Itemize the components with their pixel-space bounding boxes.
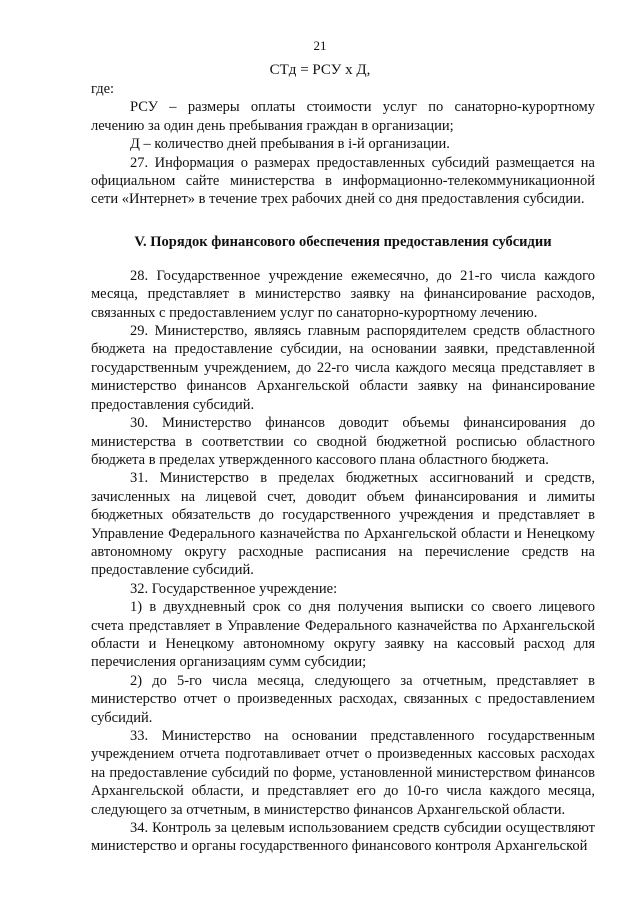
section-heading: V. Порядок финансового обеспечения предоставления субсидии	[134, 233, 552, 250]
paragraph-29: 29. Министерство, являясь главным распорядителем средств областного бюджета на предоставление субсидии, на основании заявки, представленной государственным учреждением, до 22-го числа каждого месяца представляет в министерство финансов Архангельской области заявку на финансирование предоставления субсидий.	[91, 323, 595, 413]
definition-d: Д – количество дней пребывания в i-й организации.	[130, 136, 450, 153]
document-body	[91, 80, 595, 856]
formula: СТд = РСУ х Д,	[269, 62, 371, 78]
paragraph-27: 27. Информация о размерах предоставленных субсидий размещается на официальном сайте министерства в информационно-телекоммуникационной сети «Интернет» в течение трех рабочих дней со дня предоставления субсидии.	[91, 154, 595, 208]
paragraph-33: 33. Министерство на основании представленного государственным учреждением отчета подготавливает отчет о произведенных кассовых расходах на предоставление субсидий по форме, установленной министерством финансов Архангельской области, и представляет его до 10-го числа каждого месяца, следующего за отчетным, в министерство финансов Архангельской области.	[91, 728, 595, 818]
paragraph-28: 28. Государственное учреждение ежемесячно, до 21-го числа каждого месяца, представляет в министерство заявку на финансирование расходов, связанных с предоставлением услуг по санаторно-курортному лечению.	[91, 267, 595, 321]
where-label: где:	[91, 81, 115, 97]
paragraph-32: 32. Государственное учреждение:	[130, 580, 338, 597]
paragraph-31: 31. Министерство в пределах бюджетных ассигнований и средств, зачисленных на лицевой счет, доводит объем финансирования и лимиты бюджетных обязательств до государственного учреждения и представляет в Управление Федерального казначейства по Архангельской области и Ненецкому автономному округу расходные расписания на перечисление средств на предоставление субсидий.	[91, 470, 595, 579]
definition-rsu: РСУ – размеры оплаты стоимости услуг по санаторно-курортному лечению за один день пребывания граждан в организации;	[91, 99, 595, 134]
paragraph-32-item-2: 2) до 5-го числа месяца, следующего за отчетным, представляет в министерство отчет о произведенных расходах, связанных с предоставлением субсидий.	[91, 672, 595, 726]
page-number: 21	[313, 38, 327, 53]
paragraph-30: 30. Министерство финансов доводит объемы финансирования до министерства в соответствии со сводной бюджетной росписью областного бюджета в пределах утвержденного кассового плана областного бюджета.	[91, 415, 595, 468]
paragraph-34: 34. Контроль за целевым использованием средств субсидии осуществляют министерство и органы государственного финансового контроля Архангельской	[91, 820, 595, 855]
paragraph-32-item-1: 1) в двухдневный срок со дня получения выписки со своего лицевого счета представляет в Управление Федерального казначейства по Архангельской области и Ненецкому автономному округу заявку на кассовый расход для перечисления организациям сумм субсидии;	[91, 599, 595, 671]
